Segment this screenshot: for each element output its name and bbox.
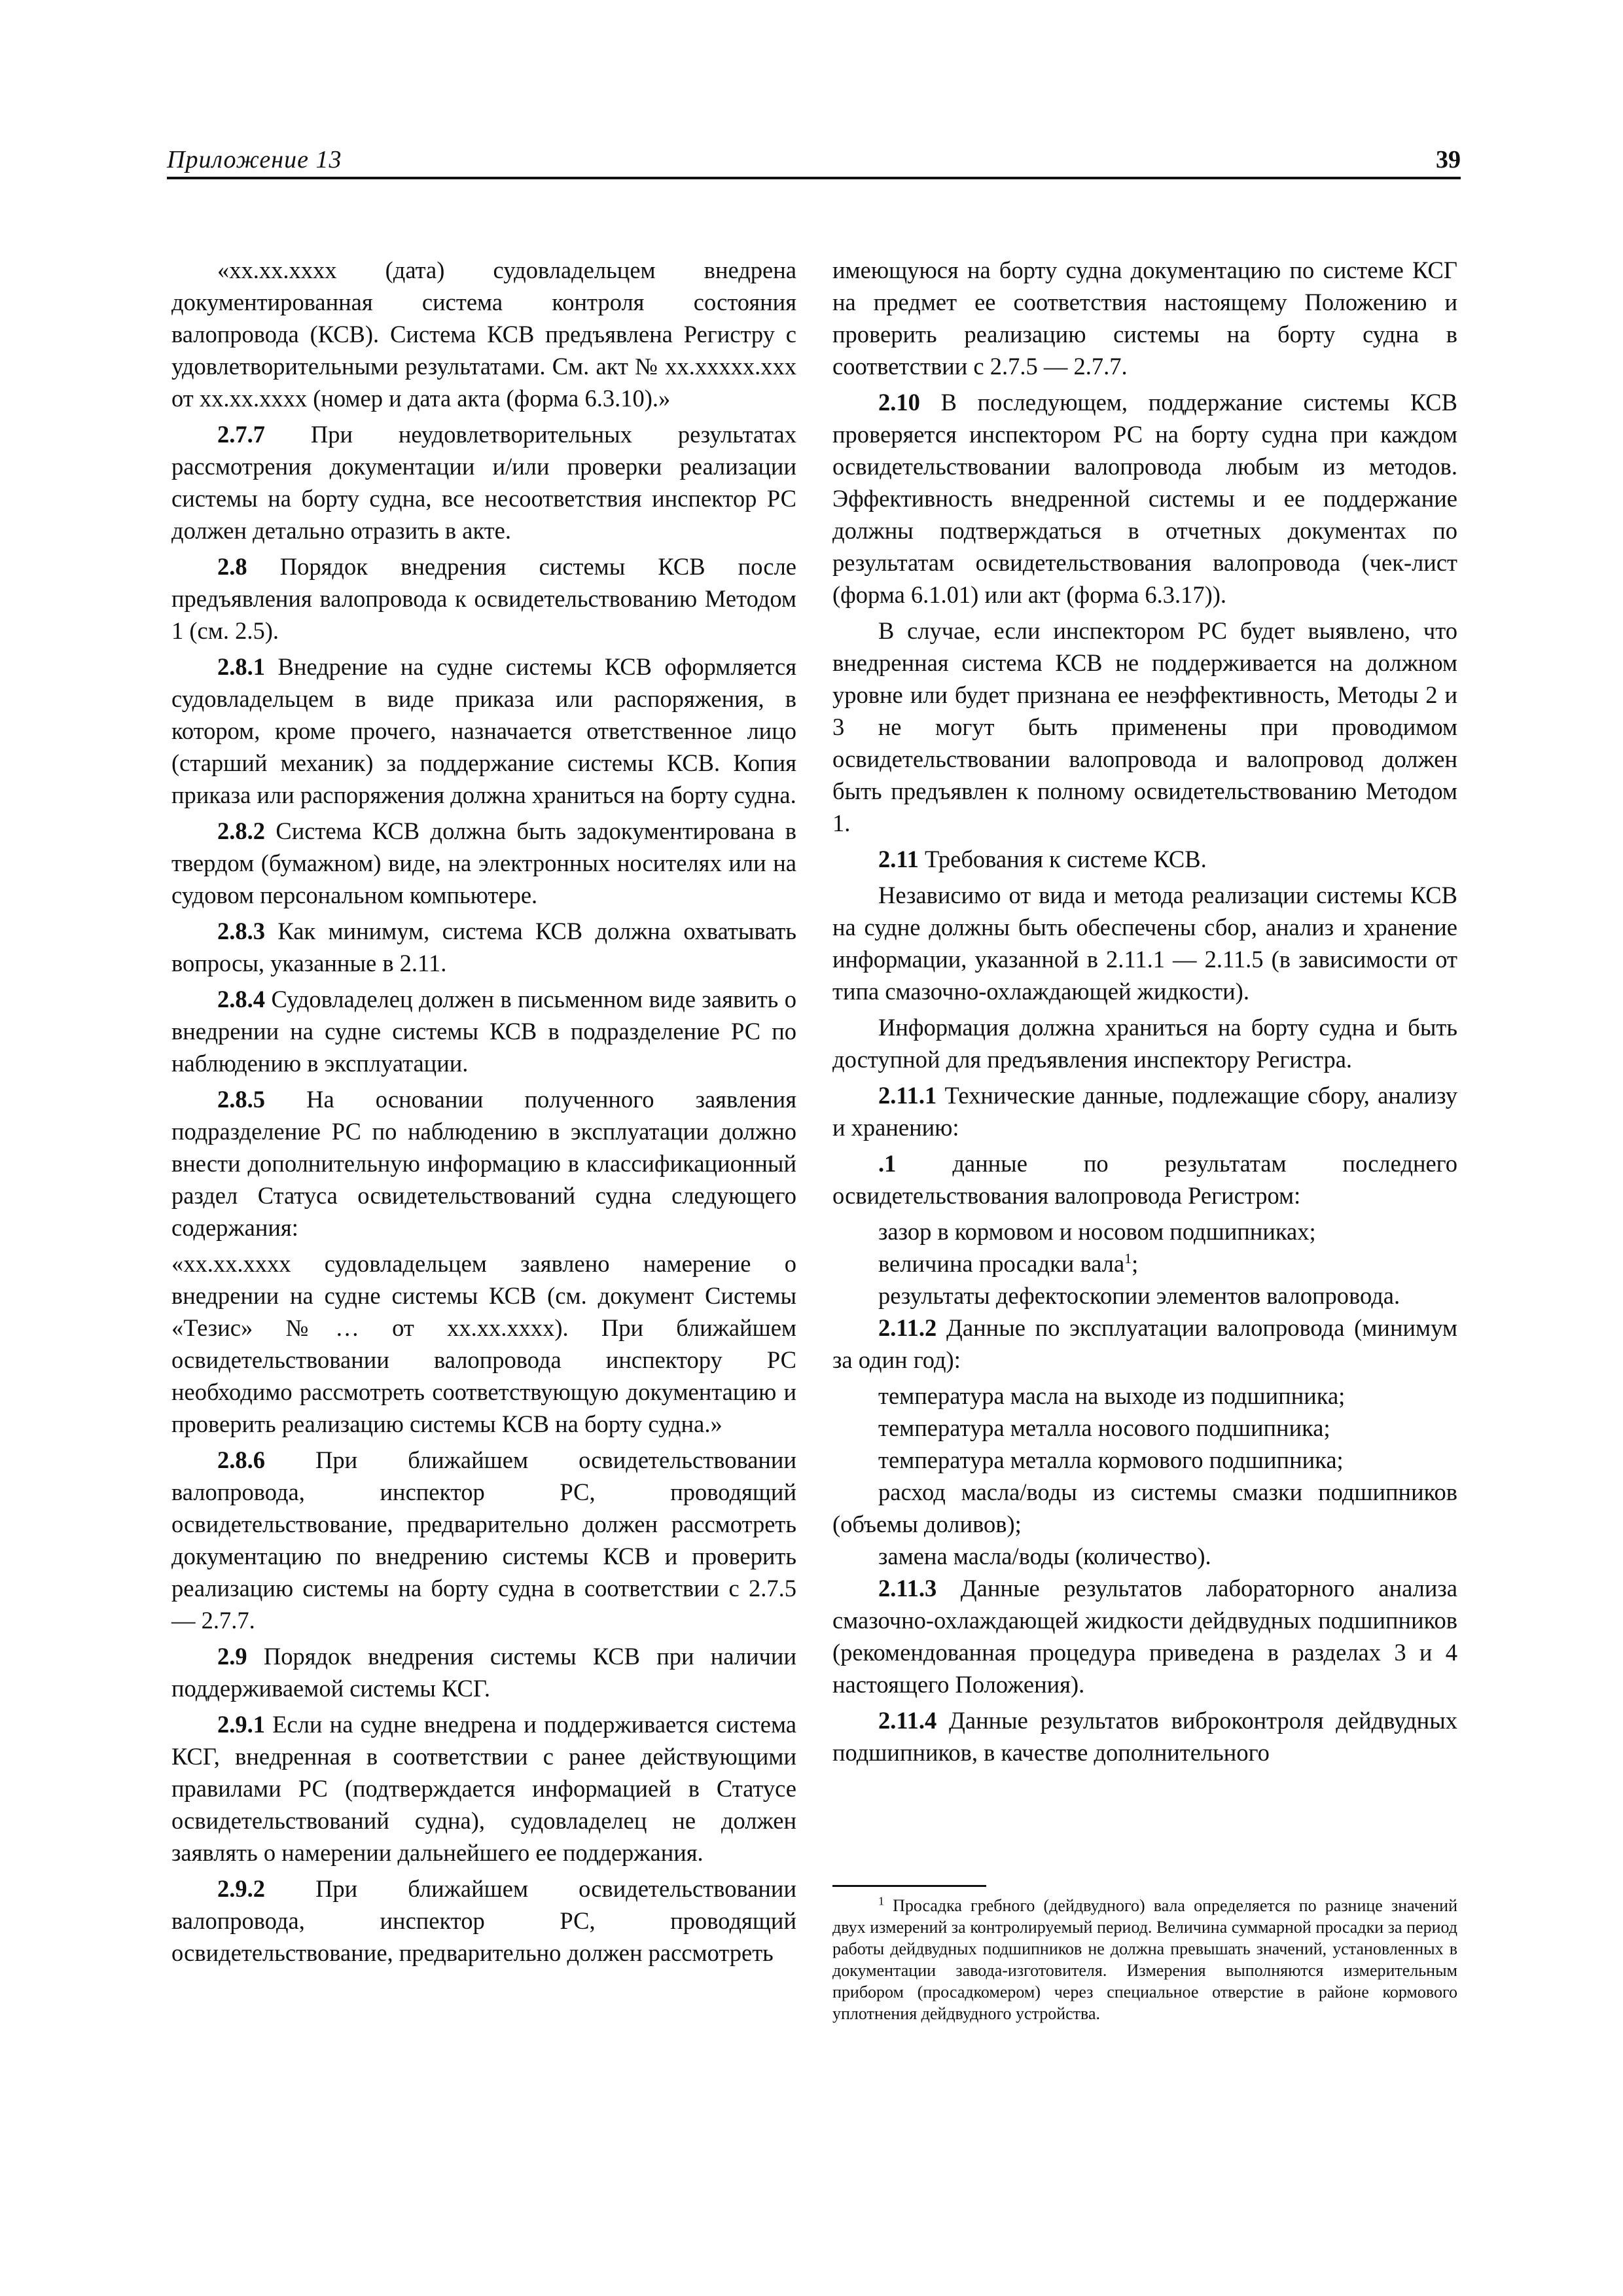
footnote-mark: 1 xyxy=(878,1894,884,1908)
clause-number: 2.9.2 xyxy=(217,1875,265,1902)
right-text-column xyxy=(832,254,1457,1772)
paragraph xyxy=(832,1147,1457,1211)
paragraph xyxy=(171,1873,796,1969)
clause-number: 2.8.6 xyxy=(217,1446,265,1473)
clause-number: 2.10 xyxy=(878,389,920,416)
paragraph-text: имеющуюся на борту судна документацию по системе КСГ на предмет ее соответствия настоящему Положению и проверить реализацию системы на борту судна в соответствии с 2.7.5 — 2.7.7. xyxy=(832,257,1457,380)
paragraph xyxy=(832,1540,1457,1572)
paragraph-text: Технические данные, подлежащие сбору, анализу и хранению: xyxy=(832,1082,1457,1141)
paragraph xyxy=(832,1572,1457,1700)
running-header-title: Приложение 13 xyxy=(167,146,342,173)
clause-number: 2.8.4 xyxy=(217,986,265,1013)
paragraph-text: В случае, если инспектором РС будет выявлено, что внедренная система КСВ не поддерживается на должном уровне или будет признана ее неэффективность, Методы 2 и 3 не могут быть применены при проводимом освидетельствовании валопровода и валопровод должен быть предъявлен к полному освидетельствованию Методом 1. xyxy=(832,617,1457,836)
clause-number: 2.11.2 xyxy=(878,1314,937,1341)
clause-number: 2.11 xyxy=(878,846,919,872)
paragraph xyxy=(171,418,796,547)
paragraph-text: расход масла/воды из системы смазки подшипников (объемы доливов); xyxy=(832,1479,1457,1537)
paragraph xyxy=(171,254,796,414)
paragraph xyxy=(171,915,796,979)
clause-number: 2.8.2 xyxy=(217,817,265,844)
paragraph-text: замена масла/воды (количество). xyxy=(878,1543,1211,1570)
paragraph-text: данные по результатам последнего освидетельствования валопровода Регистром: xyxy=(832,1150,1457,1209)
footnote-paragraph xyxy=(832,1895,1457,2024)
footnote xyxy=(832,1895,1457,2024)
clause-number: 2.9 xyxy=(217,1643,247,1670)
paragraph xyxy=(832,254,1457,382)
paragraph-text: Данные результатов виброконтроля дейдвудных подшипников, в качестве дополнительного xyxy=(832,1707,1457,1766)
paragraph xyxy=(832,1247,1457,1280)
clause-number: 2.11.3 xyxy=(878,1575,937,1602)
paragraph-text: Порядок внедрения системы КСВ после предъявления валопровода к освидетельствованию Методом 1 (см. 2.5). xyxy=(171,553,796,644)
footnote-rule xyxy=(832,1885,986,1887)
paragraph-text: Информация должна храниться на борту судна и быть доступной для предъявления инспектору Регистра. xyxy=(832,1014,1457,1073)
paragraph-text: результаты дефектоскопии элементов валопровода. xyxy=(878,1282,1400,1309)
paragraph-text: Требования к системе КСВ. xyxy=(918,846,1207,872)
paragraph-text: Данные по эксплуатации валопровода (минимум за один год): xyxy=(832,1314,1457,1373)
paragraph xyxy=(171,1640,796,1704)
paragraph xyxy=(832,843,1457,875)
paragraph-text: На основании полученного заявления подразделение РС по наблюдению в эксплуатации должно внести дополнительную информацию в классификационный раздел Статуса освидетельствований судна следующего содержания: xyxy=(171,1086,796,1241)
paragraph-text: температура масла на выходе из подшипника; xyxy=(878,1382,1346,1409)
clause-number: 2.9.1 xyxy=(217,1711,265,1738)
paragraph-text: зазор в кормовом и носовом подшипниках; xyxy=(878,1218,1316,1245)
paragraph xyxy=(832,1476,1457,1540)
paragraph xyxy=(832,1444,1457,1476)
paragraph xyxy=(171,1083,796,1244)
clause-number: 2.11.1 xyxy=(878,1082,937,1109)
footnote-reference: 1 xyxy=(1124,1249,1132,1266)
paragraph xyxy=(171,1247,796,1440)
paragraph-text: Система КСВ должна быть задокументирована в твердом (бумажном) виде, на электронных носителях или на судовом персональном компьютере. xyxy=(171,817,796,908)
paragraph xyxy=(171,1708,796,1869)
paragraph xyxy=(832,1380,1457,1412)
clause-number: .1 xyxy=(878,1150,897,1177)
paragraph-text: Внедрение на судне системы КСВ оформляется судовладельцем в виде приказа или распоряжения, в котором, кроме прочего, назначается ответственное лицо (старший механик) за поддержание системы КСВ. Копия приказа или распоряжения должна храниться на борту судна. xyxy=(171,653,796,808)
paragraph-text: Порядок внедрения системы КСВ при наличии поддерживаемой системы КСГ. xyxy=(171,1643,796,1702)
paragraph-text: величина просадки вала xyxy=(878,1250,1125,1277)
paragraph xyxy=(832,1412,1457,1444)
paragraph-text: В последующем, поддержание системы КСВ проверяется инспектором РС на борту судна при каждом освидетельствовании валопровода любым из методов. Эффективность внедренной системы и ее поддержание должны подтверждаться в отчетных документах по результатам освидетельствования валопровода (чек-лист (форма 6.1.01) или акт (форма 6.3.17)). xyxy=(832,389,1457,608)
paragraph-text: температура металла кормового подшипника; xyxy=(878,1446,1344,1473)
paragraph xyxy=(171,983,796,1079)
clause-number: 2.8.1 xyxy=(217,653,265,680)
paragraph xyxy=(171,651,796,811)
paragraph-text: При ближайшем освидетельствовании валопровода, инспектор РС, проводящий освидетельствование, предварительно должен рассмотреть xyxy=(171,1875,796,1966)
paragraph xyxy=(832,615,1457,839)
paragraph xyxy=(832,386,1457,611)
header-rule xyxy=(167,177,1461,179)
paragraph xyxy=(832,1011,1457,1075)
left-text-column xyxy=(171,254,796,1973)
clause-number: 2.8 xyxy=(217,553,247,580)
paragraph xyxy=(832,1079,1457,1143)
paragraph xyxy=(832,1704,1457,1768)
paragraph-text: Если на судне внедрена и поддерживается система КСГ, внедренная в соответствии с ранее действующими правилами РС (подтверждается информацией в Статусе освидетельствований судна), судовладелец не должен заявлять о намерении дальнейшего ее поддержания. xyxy=(171,1711,796,1866)
paragraph xyxy=(171,815,796,911)
paragraph-text: «xx.xx.xxxx (дата) судовладельцем внедрена документированная система контроля состояния валопровода (КСВ). Система КСВ предъявлена Регистру с удовлетворительными результатами. См. акт № xx.xxxxx.xxx от xx.xx.xxxx (номер и дата акта (форма 6.3.10).» xyxy=(171,257,796,412)
paragraph xyxy=(832,1280,1457,1312)
paragraph-text: Как минимум, система КСВ должна охватывать вопросы, указанные в 2.11. xyxy=(171,918,796,977)
paragraph xyxy=(171,550,796,647)
paragraph-text: «xx.xx.xxxx судовладельцем заявлено намерение о внедрении на судне системы КСВ (см. документ Системы «Тезис» №… от xx.xx.xxxx). При ближайшем освидетельствовании валопровода инспектору РС необходимо рассмотреть соответствующую документацию и проверить реализацию системы КСВ на борту судна.» xyxy=(171,1250,796,1437)
paragraph-text: При неудовлетворительных результатах рассмотрения документации и/или проверки реализации системы на борту судна, все несоответствия инспектор РС должен детально отразить в акте. xyxy=(171,421,796,544)
paragraph-text: Данные результатов лабораторного анализа смазочно-охлаждающей жидкости дейдвудных подшипников (рекомендованная процедура приведена в разделах 3 и 4 настоящего Положения). xyxy=(832,1575,1457,1698)
paragraph-text: температура металла носового подшипника; xyxy=(878,1414,1330,1441)
footnote-text: Просадка гребного (дейдвудного) вала определяется по разнице значений двух измерений за контролируемый период. Величина суммарной просадки за период работы дейдвудных подшипников не должна превышать значений, установленных в документации завода-изготовителя. Измерения выполняются измерительным прибором (просадкомером) через специальное отверстие в районе кормового уплотнения дейдвудного устройства. xyxy=(832,1896,1457,2023)
clause-number: 2.8.5 xyxy=(217,1086,265,1113)
paragraph xyxy=(832,879,1457,1007)
clause-number: 2.7.7 xyxy=(217,421,265,448)
paragraph xyxy=(832,1215,1457,1247)
clause-number: 2.8.3 xyxy=(217,918,265,944)
paragraph-text: Судовладелец должен в письменном виде заявить о внедрении на судне системы КСВ в подразделение РС по наблюдению в эксплуатации. xyxy=(171,986,796,1077)
paragraph-text: Независимо от вида и метода реализации системы КСВ на судне должны быть обеспечены сбор, анализ и хранение информации, указанной в 2.11.1 — 2.11.5 (в зависимости от типа смазочно-охлаждающей жидкости). xyxy=(832,882,1457,1005)
paragraph xyxy=(832,1312,1457,1376)
page-number: 39 xyxy=(1436,146,1461,173)
clause-number: 2.11.4 xyxy=(878,1707,937,1734)
paragraph-text-tail: ; xyxy=(1132,1250,1139,1277)
paragraph xyxy=(171,1444,796,1636)
paragraph-text: При ближайшем освидетельствовании валопровода, инспектор РС, проводящий освидетельствование, предварительно должен рассмотреть документацию по внедрению системы КСВ и проверить реализацию системы на борту судна в соответствии с 2.7.5 — 2.7.7. xyxy=(171,1446,796,1634)
